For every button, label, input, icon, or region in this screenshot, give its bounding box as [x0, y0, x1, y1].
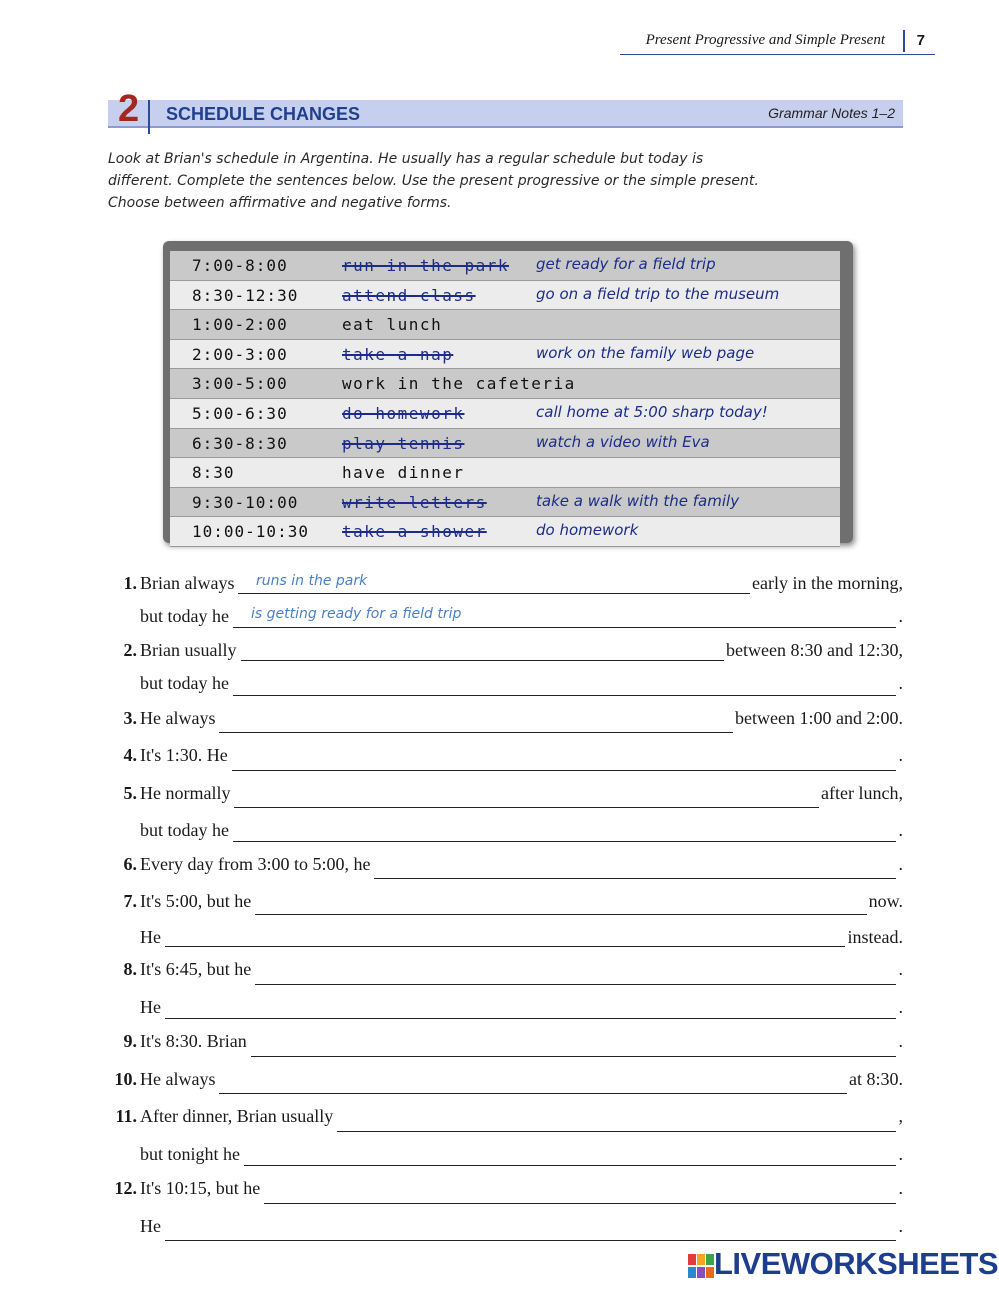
question-line [100, 813, 903, 847]
schedule-time: 8:30 [192, 463, 235, 483]
schedule-change-note: get ready for a field trip [536, 255, 716, 273]
schedule-activity: attend class [342, 285, 476, 305]
schedule-time: 5:00-6:30 [192, 403, 288, 423]
schedule-time: 3:00-5:00 [192, 374, 288, 394]
question-prompt: but today he [140, 606, 229, 626]
question-ending: . [898, 673, 903, 693]
question-prompt: but today he [140, 673, 229, 693]
schedule-row [170, 488, 840, 518]
question-ending: . [898, 854, 903, 874]
schedule-row [170, 369, 840, 399]
answer-blank[interactable] [337, 1131, 896, 1133]
schedule-time: 8:30-12:30 [192, 285, 299, 305]
question-line [100, 1171, 903, 1209]
logo-text: LIVEWORKSHEETS [714, 1246, 999, 1281]
question-number: 7. [123, 891, 137, 911]
question-prompt: but today he [140, 820, 229, 840]
question-ending: between 8:30 and 12:30, [726, 640, 903, 660]
question-ending: . [898, 1144, 903, 1164]
answer-blank[interactable] [251, 1056, 896, 1058]
chapter-title: Present Progressive and Simple Present [645, 32, 885, 48]
question-prompt: It's 10:15, but he [140, 1178, 261, 1198]
schedule-change-note: watch a video with Eva [536, 432, 710, 451]
schedule-change-note: work on the family web page [536, 343, 755, 362]
question-line [100, 1099, 903, 1137]
schedule-activity: take a shower [342, 522, 487, 542]
schedule-time: 10:00-10:30 [192, 522, 309, 542]
schedule-activity: have dinner [342, 463, 465, 483]
schedule-activity: do homework [342, 403, 465, 423]
question-prompt: but tonight he [140, 1144, 240, 1164]
question-ending: . [898, 997, 903, 1017]
question-number: 10. [114, 1069, 137, 1089]
schedule-time: 7:00-8:00 [192, 256, 288, 275]
schedule-activity: take a nap [342, 344, 454, 364]
question-prompt: It's 5:00, but he [140, 891, 252, 911]
schedule-time: 1:00-2:00 [192, 315, 288, 335]
question-prompt: He [140, 1216, 161, 1236]
filled-answer[interactable]: runs in the park [256, 573, 368, 589]
schedule-row [170, 310, 840, 340]
question-number: 5. [123, 783, 137, 803]
question-line [100, 1209, 903, 1246]
question-line [100, 633, 903, 666]
question-ending: . [898, 1031, 903, 1051]
question-prompt: It's 1:30. He [140, 745, 228, 765]
question-prompt: He normally [140, 783, 231, 803]
questions-list [100, 566, 903, 1246]
question-prompt: Every day from 3:00 to 5:00, he [140, 854, 371, 874]
liveworksheets-logo [688, 1246, 999, 1286]
question-ending: . [898, 1178, 903, 1198]
answer-blank[interactable] [234, 807, 819, 809]
answer-blank[interactable] [255, 984, 896, 986]
schedule-row [170, 517, 840, 547]
question-line [100, 990, 903, 1024]
question-ending: between 1:00 and 2:00. [735, 708, 903, 728]
question-ending: instead. [847, 927, 903, 947]
answer-blank[interactable] [232, 770, 896, 772]
page-number: 7 [916, 32, 925, 49]
question-number: 12. [114, 1178, 137, 1198]
filled-answer[interactable]: is getting ready for a field trip [251, 606, 462, 622]
question-ending: . [898, 820, 903, 840]
answer-blank[interactable] [241, 660, 724, 662]
schedule-rows [170, 251, 840, 547]
question-line [100, 952, 903, 990]
question-line [100, 738, 903, 776]
schedule-activity: write letters [342, 492, 487, 512]
question-ending: . [898, 745, 903, 765]
schedule-row [170, 458, 840, 488]
page-header [620, 32, 935, 55]
question-line [100, 847, 903, 884]
instructions [108, 148, 828, 214]
question-ending: now. [868, 891, 903, 911]
schedule-row [170, 429, 840, 459]
question-ending: after lunch, [821, 783, 903, 803]
question-number: 3. [123, 708, 137, 728]
question-number: 1. [123, 573, 137, 593]
schedule-time: 6:30-8:30 [192, 433, 288, 453]
schedule-row [170, 281, 840, 311]
question-number: 11. [115, 1106, 137, 1126]
answer-blank[interactable] [219, 732, 733, 734]
question-ending: at 8:30. [849, 1069, 903, 1089]
question-number: 6. [123, 854, 137, 874]
answer-blank[interactable] [233, 695, 896, 697]
question-prompt: Brian usually [140, 640, 237, 660]
answer-blank[interactable] [255, 914, 867, 916]
instruction-line: Choose between affirmative and negative forms. [108, 195, 452, 211]
question-number: 8. [123, 959, 137, 979]
instruction-line: different. Complete the sentences below. Use the present progressive or the simple present. [108, 173, 759, 189]
question-number: 4. [123, 745, 137, 765]
question-prompt: He [140, 997, 161, 1017]
schedule-activity: eat lunch [342, 315, 443, 335]
question-line [100, 1024, 903, 1062]
schedule-change-note: take a walk with the family [536, 491, 740, 510]
schedule-change-note: do homework [536, 521, 639, 540]
question-number: 2. [123, 640, 137, 660]
answer-blank[interactable] [165, 1018, 896, 1020]
question-ending: . [898, 1216, 903, 1236]
question-prompt: It's 8:30. Brian [140, 1031, 247, 1051]
question-prompt: He always [140, 708, 216, 728]
banner-divider [148, 100, 150, 134]
answer-blank[interactable] [233, 841, 896, 843]
question-ending: . [898, 606, 903, 626]
logo-mark-icon [688, 1254, 716, 1280]
schedule-time: 2:00-3:00 [192, 344, 288, 364]
question-line [100, 884, 903, 920]
schedule-activity: play tennis [342, 433, 465, 453]
schedule-row [170, 340, 840, 370]
exercise-banner [108, 88, 903, 130]
question-prompt: He [140, 927, 161, 947]
question-prompt: Brian always [140, 573, 235, 593]
answer-blank[interactable] [374, 878, 896, 880]
question-ending: , [898, 1106, 903, 1126]
question-line [100, 920, 903, 952]
schedule-row [170, 251, 840, 281]
answer-blank[interactable] [238, 593, 750, 595]
answer-blank[interactable] [233, 627, 896, 629]
exercise-title: SCHEDULE CHANGES [166, 104, 361, 124]
question-prompt: He always [140, 1069, 216, 1089]
question-line [100, 701, 903, 738]
question-line [100, 776, 903, 813]
question-line [100, 599, 903, 633]
answer-blank[interactable] [219, 1093, 847, 1095]
schedule-change-note: call home at 5:00 sharp today! [536, 402, 768, 421]
header-divider [903, 30, 905, 52]
question-line [100, 566, 903, 599]
question-prompt: After dinner, Brian usually [140, 1106, 334, 1126]
question-number: 9. [123, 1031, 137, 1051]
answer-blank[interactable] [244, 1165, 896, 1167]
question-ending: . [898, 959, 903, 979]
schedule-time: 9:30-10:00 [192, 492, 299, 512]
question-ending: early in the morning, [752, 573, 903, 593]
schedule-table [163, 241, 853, 543]
answer-blank[interactable] [264, 1203, 896, 1205]
schedule-activity: work in the cafeteria [342, 374, 576, 394]
schedule-change-note: go on a field trip to the museum [536, 284, 780, 303]
grammar-notes: Grammar Notes 1–2 [768, 105, 895, 121]
schedule-activity: run in the park [342, 256, 509, 275]
answer-blank[interactable] [165, 946, 845, 948]
schedule-row [170, 399, 840, 429]
question-prompt: It's 6:45, but he [140, 959, 252, 979]
instruction-line: Look at Brian's schedule in Argentina. He usually has a regular schedule but today is [108, 151, 704, 167]
answer-blank[interactable] [165, 1240, 896, 1242]
question-line [100, 1062, 903, 1099]
exercise-number: 2 [118, 88, 140, 130]
question-line [100, 666, 903, 701]
question-line [100, 1137, 903, 1171]
